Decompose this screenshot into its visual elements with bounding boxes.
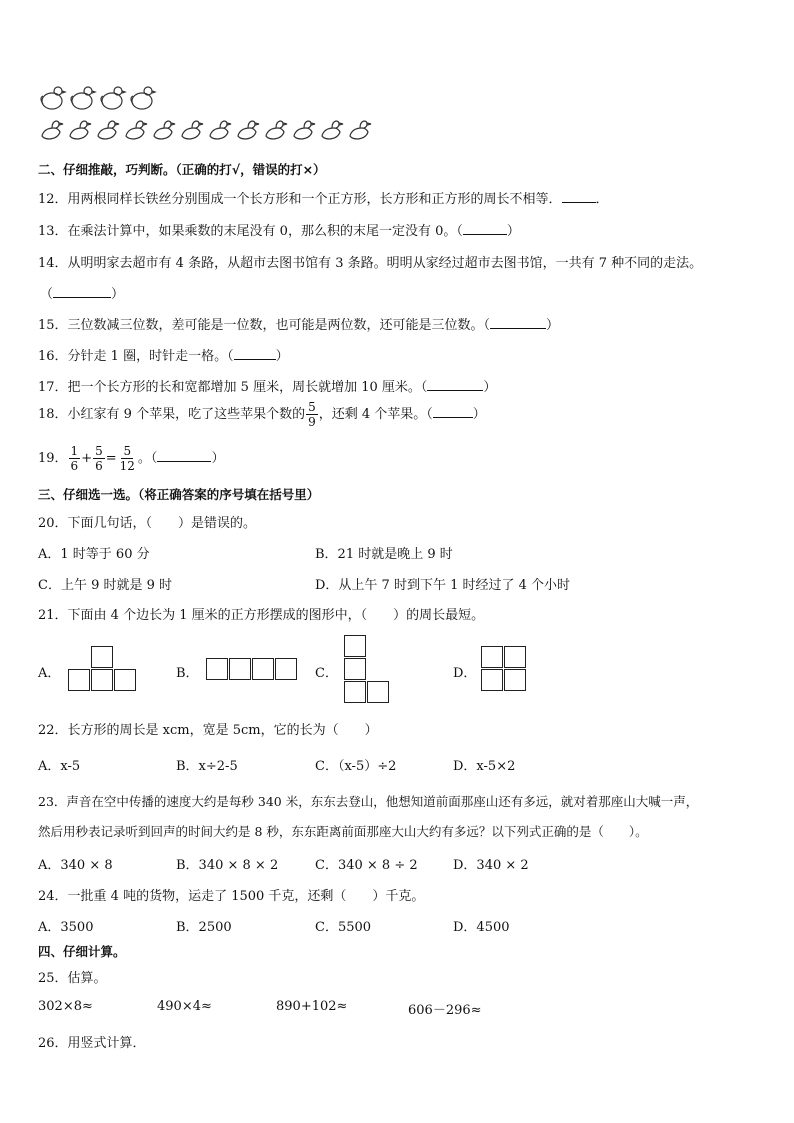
option-c[interactable]: C．5500 <box>315 920 372 935</box>
question-23-line-1: 23．声音在空中传播的速度大约是每秒 340 米，东东去登山，他想知道前面那座山还有多远，就对着那座山大喊一声， <box>38 794 699 809</box>
option-c[interactable]: C．上午 9 时就是 9 时 <box>38 578 173 593</box>
duck-icon <box>322 121 343 139</box>
question-23-line-2: 然后用秒表记录听到回声的时间大约是 8 秒，东东距离前面那座大山大约有多远？以下列式正确的是（ ）。 <box>38 824 648 839</box>
question-25: 25．估算。 <box>38 971 107 986</box>
duck-icon <box>182 121 203 139</box>
duck-icon <box>266 121 287 139</box>
option-b[interactable]: B．2500 <box>176 920 232 935</box>
option-a[interactable]: A．x-5 <box>38 759 81 774</box>
option-c[interactable]: C．340 × 8 ÷ 2 <box>315 858 418 873</box>
fraction: $\frac{5}{6}$ <box>95 444 103 473</box>
option-c[interactable]: C．（x-5）÷2 <box>315 759 397 774</box>
question-14-answer: （ ） <box>40 287 125 302</box>
answer-blank[interactable] <box>490 316 546 329</box>
question-22: 22．长方形的周长是 xcm，宽是 5cm，它的长为（ ） <box>38 723 378 738</box>
answer-blank[interactable] <box>433 405 473 418</box>
duck-icon <box>210 121 231 139</box>
shape-c <box>344 635 391 705</box>
question-24: 24．一批重 4 吨的货物，运走了 1500 千克，还剩（ ）千克。 <box>38 889 425 904</box>
question-17: 17．把一个长方形的长和宽都增加 5 厘米，周长就增加 10 厘米。（ ） <box>38 380 497 395</box>
question-13: 13．在乘法计算中，如果乘数的末尾没有 0，那么积的末尾一定没有 0。（ ） <box>38 224 520 239</box>
duck-icon <box>98 121 119 139</box>
section-3-heading: 三、仔细选一选。（将正确答案的序号填在括号里） <box>38 487 320 502</box>
fraction: $\frac{5}{12}$ <box>119 444 135 473</box>
chicken-icon <box>41 87 65 109</box>
chicken-icon <box>131 87 155 109</box>
fraction: $\frac{1}{6}$ <box>70 444 79 473</box>
estimate-item: 606－296≈ <box>408 1003 482 1018</box>
option-b[interactable]: B．340 × 8 × 2 <box>176 858 279 873</box>
duck-icon <box>42 121 63 139</box>
section-4-heading: 四、仔细计算。 <box>38 944 126 959</box>
chicken-icon <box>101 87 125 109</box>
shape-b <box>206 658 299 681</box>
option-a[interactable]: A．1 时等于 60 分 <box>38 547 150 562</box>
answer-blank[interactable] <box>53 285 111 298</box>
option-c[interactable]: C． <box>315 666 338 681</box>
question-16: 16．分针走 1 圈，时针走一格。（ ） <box>38 349 289 364</box>
shape-d <box>481 646 528 693</box>
option-d[interactable]: D．x-5×2 <box>453 759 516 774</box>
section-2-heading: 二、仔细推敲，巧判断。（正确的打√，错误的打×） <box>38 162 326 177</box>
option-a[interactable]: A．3500 <box>38 920 94 935</box>
option-b[interactable]: B．x÷2-5 <box>176 759 238 774</box>
answer-blank[interactable] <box>463 222 507 235</box>
question-12: 12．用两根同样长铁丝分别围成一个长方形和一个正方形，长方形和正方形的周长不相等． ． <box>38 192 609 207</box>
option-b[interactable]: B． <box>176 666 199 681</box>
duck-row <box>38 118 378 146</box>
estimate-item: 890+102≈ <box>276 999 348 1014</box>
question-15: 15．三位数减三位数，差可能是一位数，也可能是两位数，还可能是三位数。（ ） <box>38 318 560 333</box>
option-d[interactable]: D．从上午 7 时到下午 1 时经过了 4 个小时 <box>315 578 571 593</box>
answer-blank[interactable] <box>427 378 483 391</box>
question-26: 26．用竖式计算． <box>38 1036 146 1051</box>
question-20: 20．下面几句话，（ ）是错误的。 <box>38 516 257 531</box>
fraction: $\frac{5}{9}$ <box>308 400 316 429</box>
estimate-item: 302×8≈ <box>38 999 93 1014</box>
duck-icon <box>154 121 175 139</box>
option-d[interactable]: D．4500 <box>453 920 510 935</box>
shape-a <box>68 646 138 692</box>
answer-blank[interactable] <box>234 347 276 360</box>
duck-icon <box>238 121 259 139</box>
question-19: 19． $\frac{1}{6}$ + $\frac{5}{6}$ = $\frac{5}{12}$ 。（ ） <box>38 444 225 473</box>
duck-icon <box>70 121 91 139</box>
option-d[interactable]: D． <box>453 666 477 681</box>
chicken-row <box>38 84 168 112</box>
question-14: 14．从明明家去超市有 4 条路，从超市去图书馆有 3 条路。明明从家经过超市去图书馆，一共有 7 种不同的走法。 <box>38 256 703 271</box>
duck-icon <box>350 121 371 139</box>
chicken-icon <box>71 87 95 109</box>
question-21: 21．下面由 4 个边长为 1 厘米的正方形摆成的图形中，（ ）的周长最短。 <box>38 608 485 623</box>
answer-blank[interactable] <box>157 449 211 462</box>
option-a[interactable]: A．340 × 8 <box>38 858 113 873</box>
option-a[interactable]: A． <box>38 666 61 681</box>
option-b[interactable]: B．21 时就是晚上 9 时 <box>315 547 453 562</box>
estimate-item: 490×4≈ <box>157 999 212 1014</box>
question-18: 18．小红家有 9 个苹果，吃了这些苹果个数的 $\frac{5}{9}$ ，还剩 4 个苹果。（ ） <box>38 400 486 429</box>
duck-icon <box>126 121 147 139</box>
duck-icon <box>294 121 315 139</box>
answer-blank[interactable] <box>562 190 596 203</box>
option-d[interactable]: D．340 × 2 <box>453 858 529 873</box>
